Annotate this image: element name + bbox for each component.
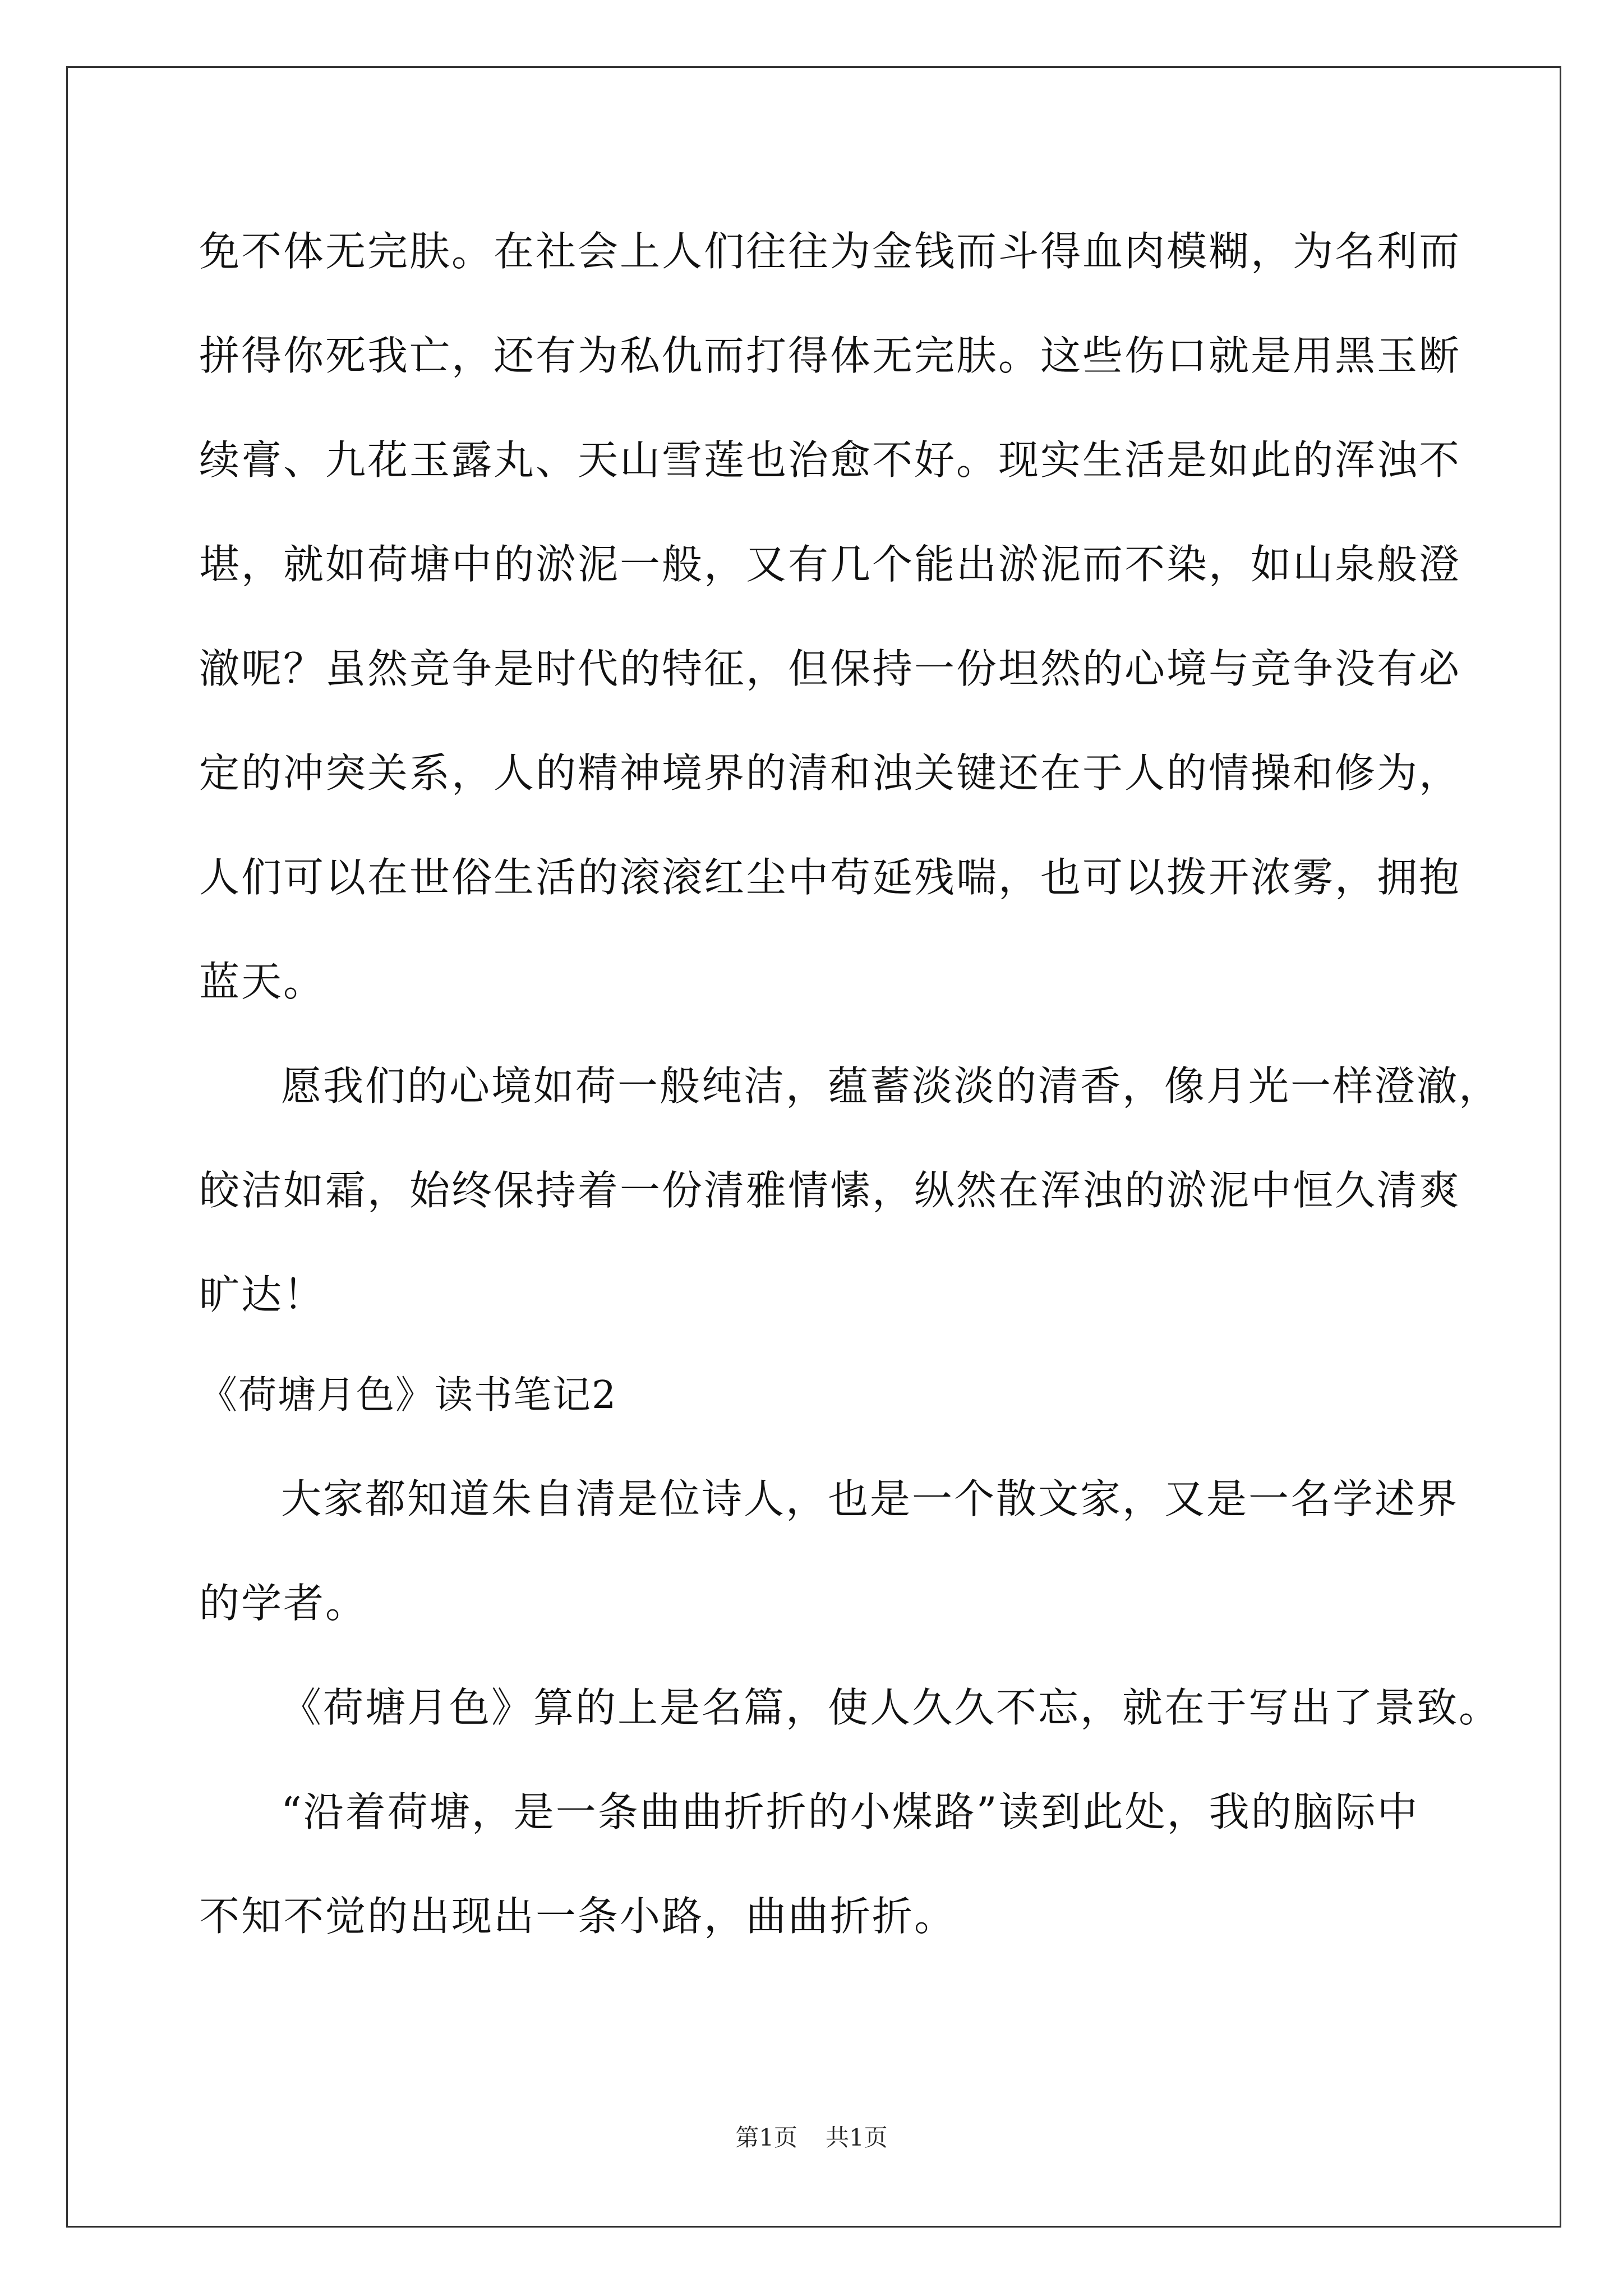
text-line: 的学者。	[199, 1580, 368, 1627]
paragraph-start-line: 大家都知道朱自清是位诗人，也是一个散文家，又是一名学述界	[281, 1475, 1459, 1522]
text-line: 续膏、九花玉露丸、天山雪莲也治愈不好。现实生活是如此的浑浊不	[199, 436, 1461, 484]
paragraph-start-line: 《荷塘月色》算的上是名篇，使人久久不忘，就在于写出了景致。	[281, 1684, 1501, 1731]
text-line: 皎洁如霜，始终保持着一份清雅情愫，纵然在浑浊的淤泥中恒久清爽	[199, 1167, 1461, 1214]
page-number: 第1页	[735, 2124, 797, 2151]
paragraph-start-line: “沿着荷塘，是一条曲曲折折的小煤路”读到此处，我的脑际中	[281, 1788, 1419, 1835]
text-line: 定的冲突关系，人的精神境界的清和浊关键还在于人的情操和修为，	[199, 749, 1461, 797]
text-line: 免不体无完肤。在社会上人们往往为金钱而斗得血肉模糊，为名利而	[199, 228, 1461, 275]
paragraph-start-line: 愿我们的心境如荷一般纯洁，蕴蓄淡淡的清香，像月光一样澄澈，	[281, 1062, 1501, 1110]
page-footer	[0, 2126, 1623, 2150]
text-line: 蓝天。	[199, 958, 326, 1005]
text-line: 澈呢？虽然竞争是时代的特征，但保持一份坦然的心境与竞争没有必	[199, 645, 1461, 692]
page-total: 共1页	[826, 2124, 888, 2151]
text-line: 堪，就如荷塘中的淤泥一般，又有几个能出淤泥而不染，如山泉般澄	[199, 541, 1461, 588]
section-heading: 《荷塘月色》读书笔记2	[199, 1373, 617, 1418]
text-line: 旷达！	[199, 1271, 326, 1318]
text-line: 人们可以在世俗生活的滚滚红尘中苟延残喘，也可以拨开浓雾，拥抱	[199, 854, 1461, 901]
text-line: 拼得你死我亡，还有为私仇而打得体无完肤。这些伤口就是用黑玉断	[199, 332, 1461, 379]
text-line: 不知不觉的出现出一条小路，曲曲折折。	[199, 1893, 957, 1940]
